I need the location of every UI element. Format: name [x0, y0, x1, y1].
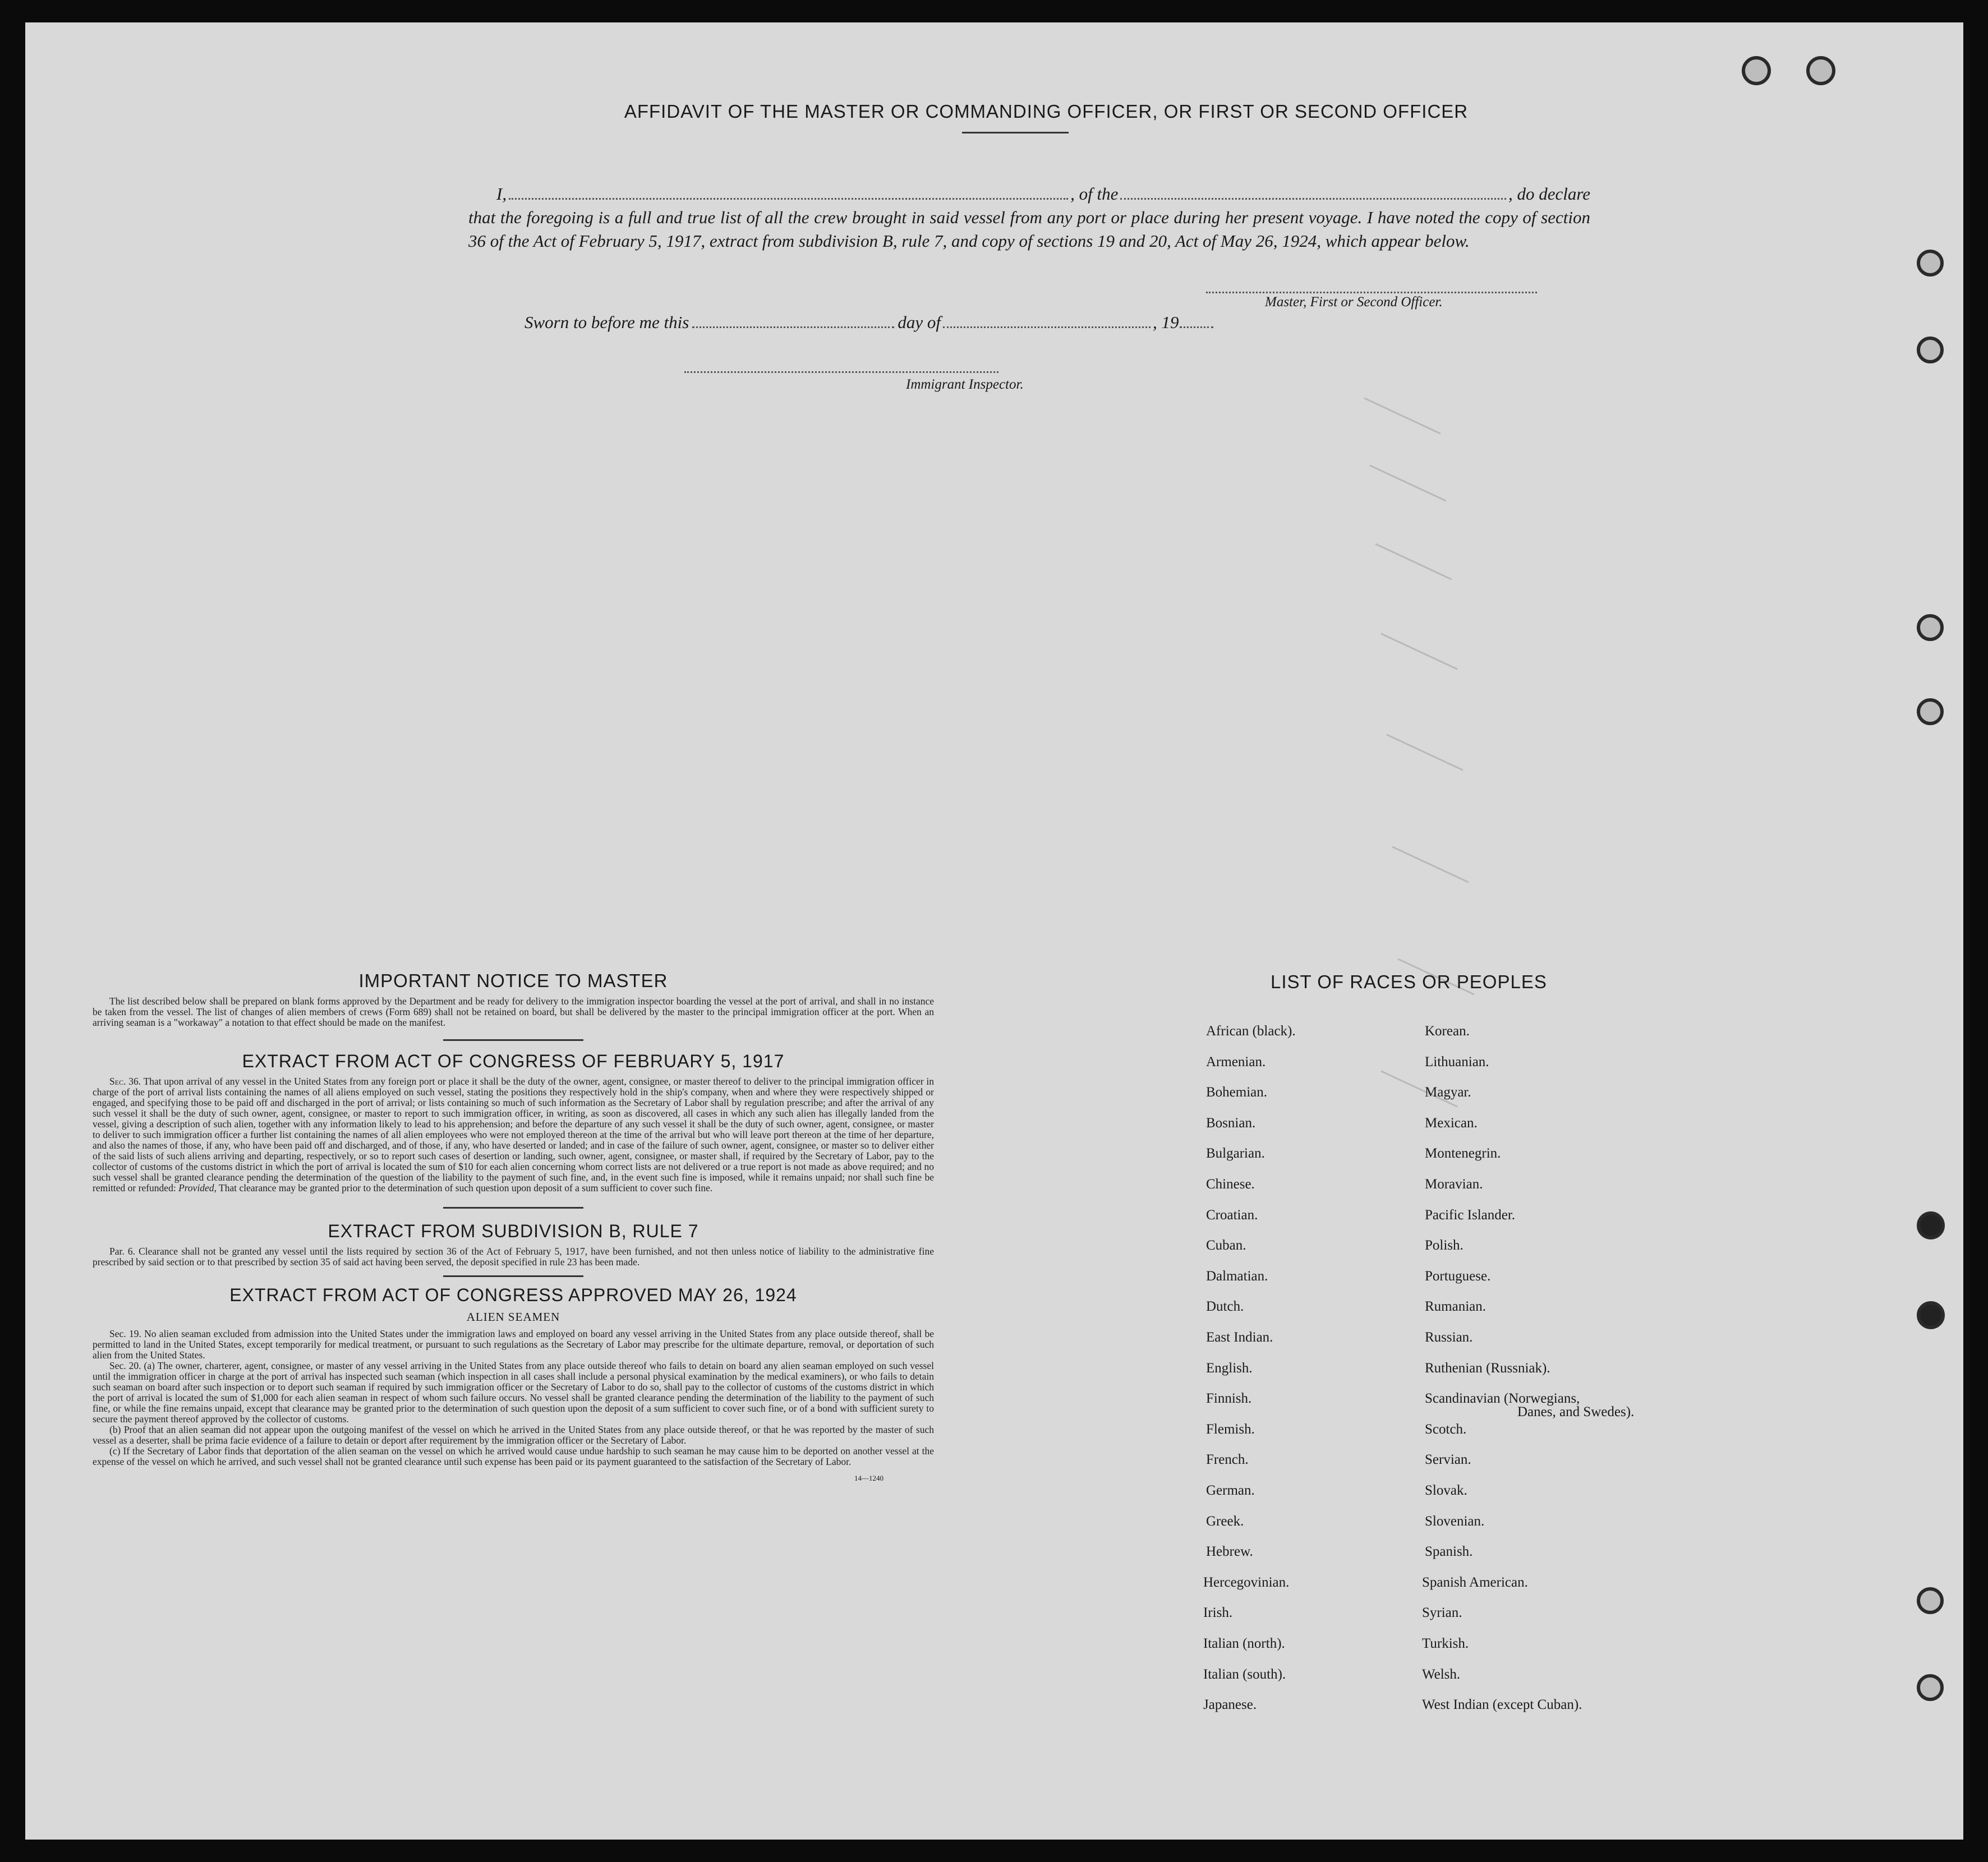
- master-signature-label: Master, First or Second Officer.: [1265, 294, 1443, 310]
- extract-1924-title: EXTRACT FROM ACT OF CONGRESS APPROVED MAY 26, 1924: [229, 1285, 797, 1305]
- race-item: Spanish American.: [1422, 1574, 1528, 1590]
- binder-hole: [1917, 614, 1944, 641]
- race-item: Croatian.: [1206, 1207, 1258, 1223]
- do-declare-label: , do declare: [1508, 184, 1590, 204]
- race-item: Mexican.: [1425, 1115, 1478, 1131]
- races-title: LIST OF RACES OR PEOPLES: [1271, 971, 1547, 992]
- binder-hole: [1917, 1301, 1945, 1329]
- race-item: German.: [1206, 1483, 1255, 1498]
- race-item: African (black).: [1206, 1024, 1296, 1039]
- race-item: Bulgarian.: [1206, 1146, 1265, 1162]
- binder-hole: [1917, 1211, 1945, 1239]
- race-item: Chinese.: [1206, 1177, 1255, 1192]
- race-item: Bohemian.: [1206, 1085, 1268, 1100]
- race-item: Lithuanian.: [1425, 1054, 1489, 1070]
- notice-column: [93, 970, 934, 1483]
- sworn-day-blank[interactable]: [692, 321, 894, 328]
- extract-1917-title: EXTRACT FROM ACT OF CONGRESS OF FEBRUARY 5, 1917: [242, 1051, 785, 1071]
- race-item: East Indian.: [1206, 1330, 1273, 1345]
- inspector-signature-line[interactable]: [684, 371, 998, 373]
- race-item: Montenegrin.: [1425, 1146, 1501, 1162]
- race-item: Polish.: [1425, 1238, 1464, 1253]
- affidavit-statement: that the foregoing is a full and true list of all the crew brought in said vessel from any port or place during her present voyage. I have noted the copy of section 36 of the Act of February 5, 1917, extract from subdivision B, rule 7, and copy of sections 19 and 20, Act of May 26, 1924, which appear below.: [468, 208, 1590, 251]
- vessel-blank[interactable]: [1120, 192, 1506, 200]
- race-item: Welsh.: [1422, 1666, 1461, 1682]
- affidavit-i-label: I,: [496, 184, 507, 204]
- notice-text: The list described below shall be prepared on blank forms approved by the Department and be ready for delivery to the immigration inspector boarding the vessel at the port of arrival, and shall in no instance be taken from the vessel. The list of changes of alien members of crews (Form 689) shall not be retained on board, but shall be delivered by the master to the principal immigration officer at the port. When an arriving seaman is a "workaway" a notation to that effect should be made on the manifest.: [93, 995, 934, 1028]
- race-item: Pacific Islander.: [1425, 1207, 1516, 1223]
- master-signature-line[interactable]: [1206, 292, 1537, 293]
- race-item: Italian (south).: [1203, 1666, 1286, 1682]
- binder-hole: [1806, 56, 1835, 85]
- sworn-label: Sworn to before me this: [524, 312, 689, 332]
- race-item: Cuban.: [1206, 1238, 1246, 1253]
- race-item: Magyar.: [1425, 1085, 1471, 1100]
- race-item: West Indian (except Cuban).: [1422, 1697, 1582, 1713]
- race-item: Spanish.: [1425, 1544, 1473, 1560]
- race-item: English.: [1206, 1360, 1253, 1376]
- extract-rule7-title: EXTRACT FROM SUBDIVISION B, RULE 7: [328, 1221, 699, 1241]
- race-item: Portuguese.: [1425, 1268, 1491, 1284]
- binder-hole: [1917, 250, 1944, 276]
- document-sheet: [25, 22, 1963, 1840]
- form-number: 14—1240: [854, 1474, 883, 1482]
- affidavit-title: AFFIDAVIT OF THE MASTER OR COMMANDING OFFICER, OR FIRST OR SECOND OFFICER: [624, 101, 1469, 122]
- race-item: Hercegovinian.: [1203, 1574, 1290, 1590]
- race-item: Dalmatian.: [1206, 1268, 1268, 1284]
- binder-hole: [1917, 1674, 1944, 1701]
- sworn-year-blank[interactable]: [1180, 321, 1213, 328]
- race-item: Russian.: [1425, 1330, 1473, 1345]
- race-item: Armenian.: [1206, 1054, 1266, 1070]
- race-item: Greek.: [1206, 1513, 1244, 1529]
- race-item: Danes, and Swedes).: [1517, 1404, 1635, 1420]
- race-item: Syrian.: [1422, 1605, 1462, 1621]
- year-label: , 19: [1152, 312, 1179, 332]
- race-item: Ruthenian (Russniak).: [1425, 1360, 1550, 1376]
- race-item: Dutch.: [1206, 1299, 1244, 1315]
- race-item: Bosnian.: [1206, 1115, 1256, 1131]
- race-item: Finnish.: [1206, 1391, 1252, 1407]
- race-item: Flemish.: [1206, 1421, 1255, 1437]
- of-the-label: , of the: [1070, 184, 1119, 204]
- race-item: Japanese.: [1203, 1697, 1257, 1713]
- race-item: Slovak.: [1425, 1483, 1467, 1498]
- race-item: Rumanian.: [1425, 1299, 1487, 1315]
- affidavit-body: [468, 182, 1590, 253]
- binder-hole: [1917, 698, 1944, 725]
- extract-1924-text: Sec. 19. No alien seaman excluded from admission into the United States under the immigration laws and employed on board any vessel arriving in the United States from any place outside thereof, shall be permitted to land in the United States, except temporarily for medical treatment, or pursuant to such regulations as the Secretary of Labor may prescribe for the ultimate departure, removal, or deportation of such alien from the United States. Sec. 20. (a) The owner, charterer, agent, consignee, or master of any vessel arriving in the United States from any place outside thereof who fails to detain on board any alien seaman employed on such vessel until the immigration officer in charge at the port of arrival has inspected such seaman (which inspection in all cases shall include a personal physical examination by the medical examiners), or who fails to detain such seaman on board after such inspection or to deport such seaman if required by such immigration officer or the Secretary of Labor to do so, shall pay to the collector of customs of the customs district in which the port of arrival is located the sum of $1,000 for each alien seaman in respect of whom such failure occurs. No vessel shall be granted clearance pending the determination of the liability to the payment of such fine, or while the fine remains unpaid, except that clearance may be granted prior to the determination of such question upon the deposit of a sum sufficient to cover such fine, or of a bond with sufficient surety to secure the payment thereof approved by the collector of customs. (b) Proof that an alien seaman did not appear upon the outgoing manifest of the vessel on which he arrived in the United States from any place outside thereof, or that he was reported by the master of such vessel as a deserter, shall be prima facie evidence of a failure to detain or deport after requirement by the immigration officer or the Secretary of Labor. (c) If the Secretary of Labor finds that deportation of the alien seaman on the vessel on which he arrived would cause undue hardship to such seaman he may cause him to be deported on another vessel at the expense of the vessel on which he arrived, and such vessel shall not be granted clearance until such expense has been paid or its payment guaranteed to the satisfaction of the Secretary of Labor.: [93, 1328, 934, 1467]
- race-item: Scandinavian (Norwegians,: [1425, 1391, 1580, 1407]
- alien-seamen-subtitle: ALIEN SEAMEN: [466, 1310, 560, 1324]
- race-item: Turkish.: [1422, 1636, 1469, 1651]
- race-item: Scotch.: [1425, 1421, 1467, 1437]
- extract-1917-text: Sec. 36. That upon arrival of any vessel in the United States from any foreign port or place it shall be the duty of the owner, agent, consignee, or master thereof to deliver to the principal immigration officer in charge of the port of arrival lists containing the names of all aliens employed on such vessel, stating the positions they respectively hold in the ship's company, when and where they were respectively shipped or engaged, and specifying those to be paid off and discharged in the port of arrival; or lists containing so much of such information as the Secretary of Labor shall by regulation prescribe; and after the arrival of any such vessel it shall be the duty of such owner, agent, consignee, or master to report to such immigration officer, in writing, as soon as discovered, all cases in which any such alien has illegally landed from the vessel, giving a description of such alien, together with any information likely to lead to his apprehension; and before the departure of any such vessel it shall be the duty of such owner, agent, consignee, or master to deliver to such immigration officer a further list containing the names of all alien employees who were not employed thereon at the time of the arrival but who will leave port thereon at the time of her departure, and also the names of those, if any, who have been paid off and discharged, and of those, if any, who have deserted or landed; and in case of the failure of such owner, agent, consignee, or master so to deliver either of the said lists of such aliens arriving and departing, respectively, or so to report such cases of desertion or landing, such owner, agent, consignee, or master shall, if required by the Secretary of Labor, pay to the collector of customs of the customs district in which the port of arrival is located the sum of $10 for each alien concerning whom correct lists are not delivered or a true report is not made as above required; and no such vessel shall be granted clearance pending the determination of the question of the liability to the payment of such fine, and, in the event such fine is imposed, while it remains unpaid; nor shall such fine be remitted or refunded: Provided, That clearance may be granted prior to the determination of such question upon deposit of a sum sufficient to cover such fine.: [93, 1076, 934, 1193]
- inspector-signature-label: Immigrant Inspector.: [906, 377, 1024, 392]
- name-blank[interactable]: [509, 192, 1068, 200]
- race-item: Slovenian.: [1425, 1513, 1485, 1529]
- race-item: Moravian.: [1425, 1177, 1483, 1192]
- binder-hole: [1917, 1587, 1944, 1614]
- sworn-month-blank[interactable]: [943, 321, 1151, 328]
- race-item: Irish.: [1203, 1605, 1233, 1621]
- race-item: French.: [1206, 1452, 1249, 1468]
- race-item: Hebrew.: [1206, 1544, 1253, 1560]
- notice-title: IMPORTANT NOTICE TO MASTER: [358, 970, 668, 991]
- extract-rule7-text: Par. 6. Clearance shall not be granted any vessel until the lists required by section 36 of the Act of February 5, 1917, have been furnished, and not then unless notice of liability to the administrative fine prescribed by said section or to that prescribed by section 35 of said act having been served, the deposit specified in rule 23 has been made.: [93, 1246, 934, 1268]
- sworn-line: [524, 312, 1310, 333]
- binder-hole: [1742, 56, 1771, 85]
- race-item: Korean.: [1425, 1024, 1470, 1039]
- day-of-label: day of: [898, 312, 941, 332]
- race-item: Servian.: [1425, 1452, 1471, 1468]
- race-item: Italian (north).: [1203, 1636, 1285, 1651]
- binder-hole: [1917, 337, 1944, 363]
